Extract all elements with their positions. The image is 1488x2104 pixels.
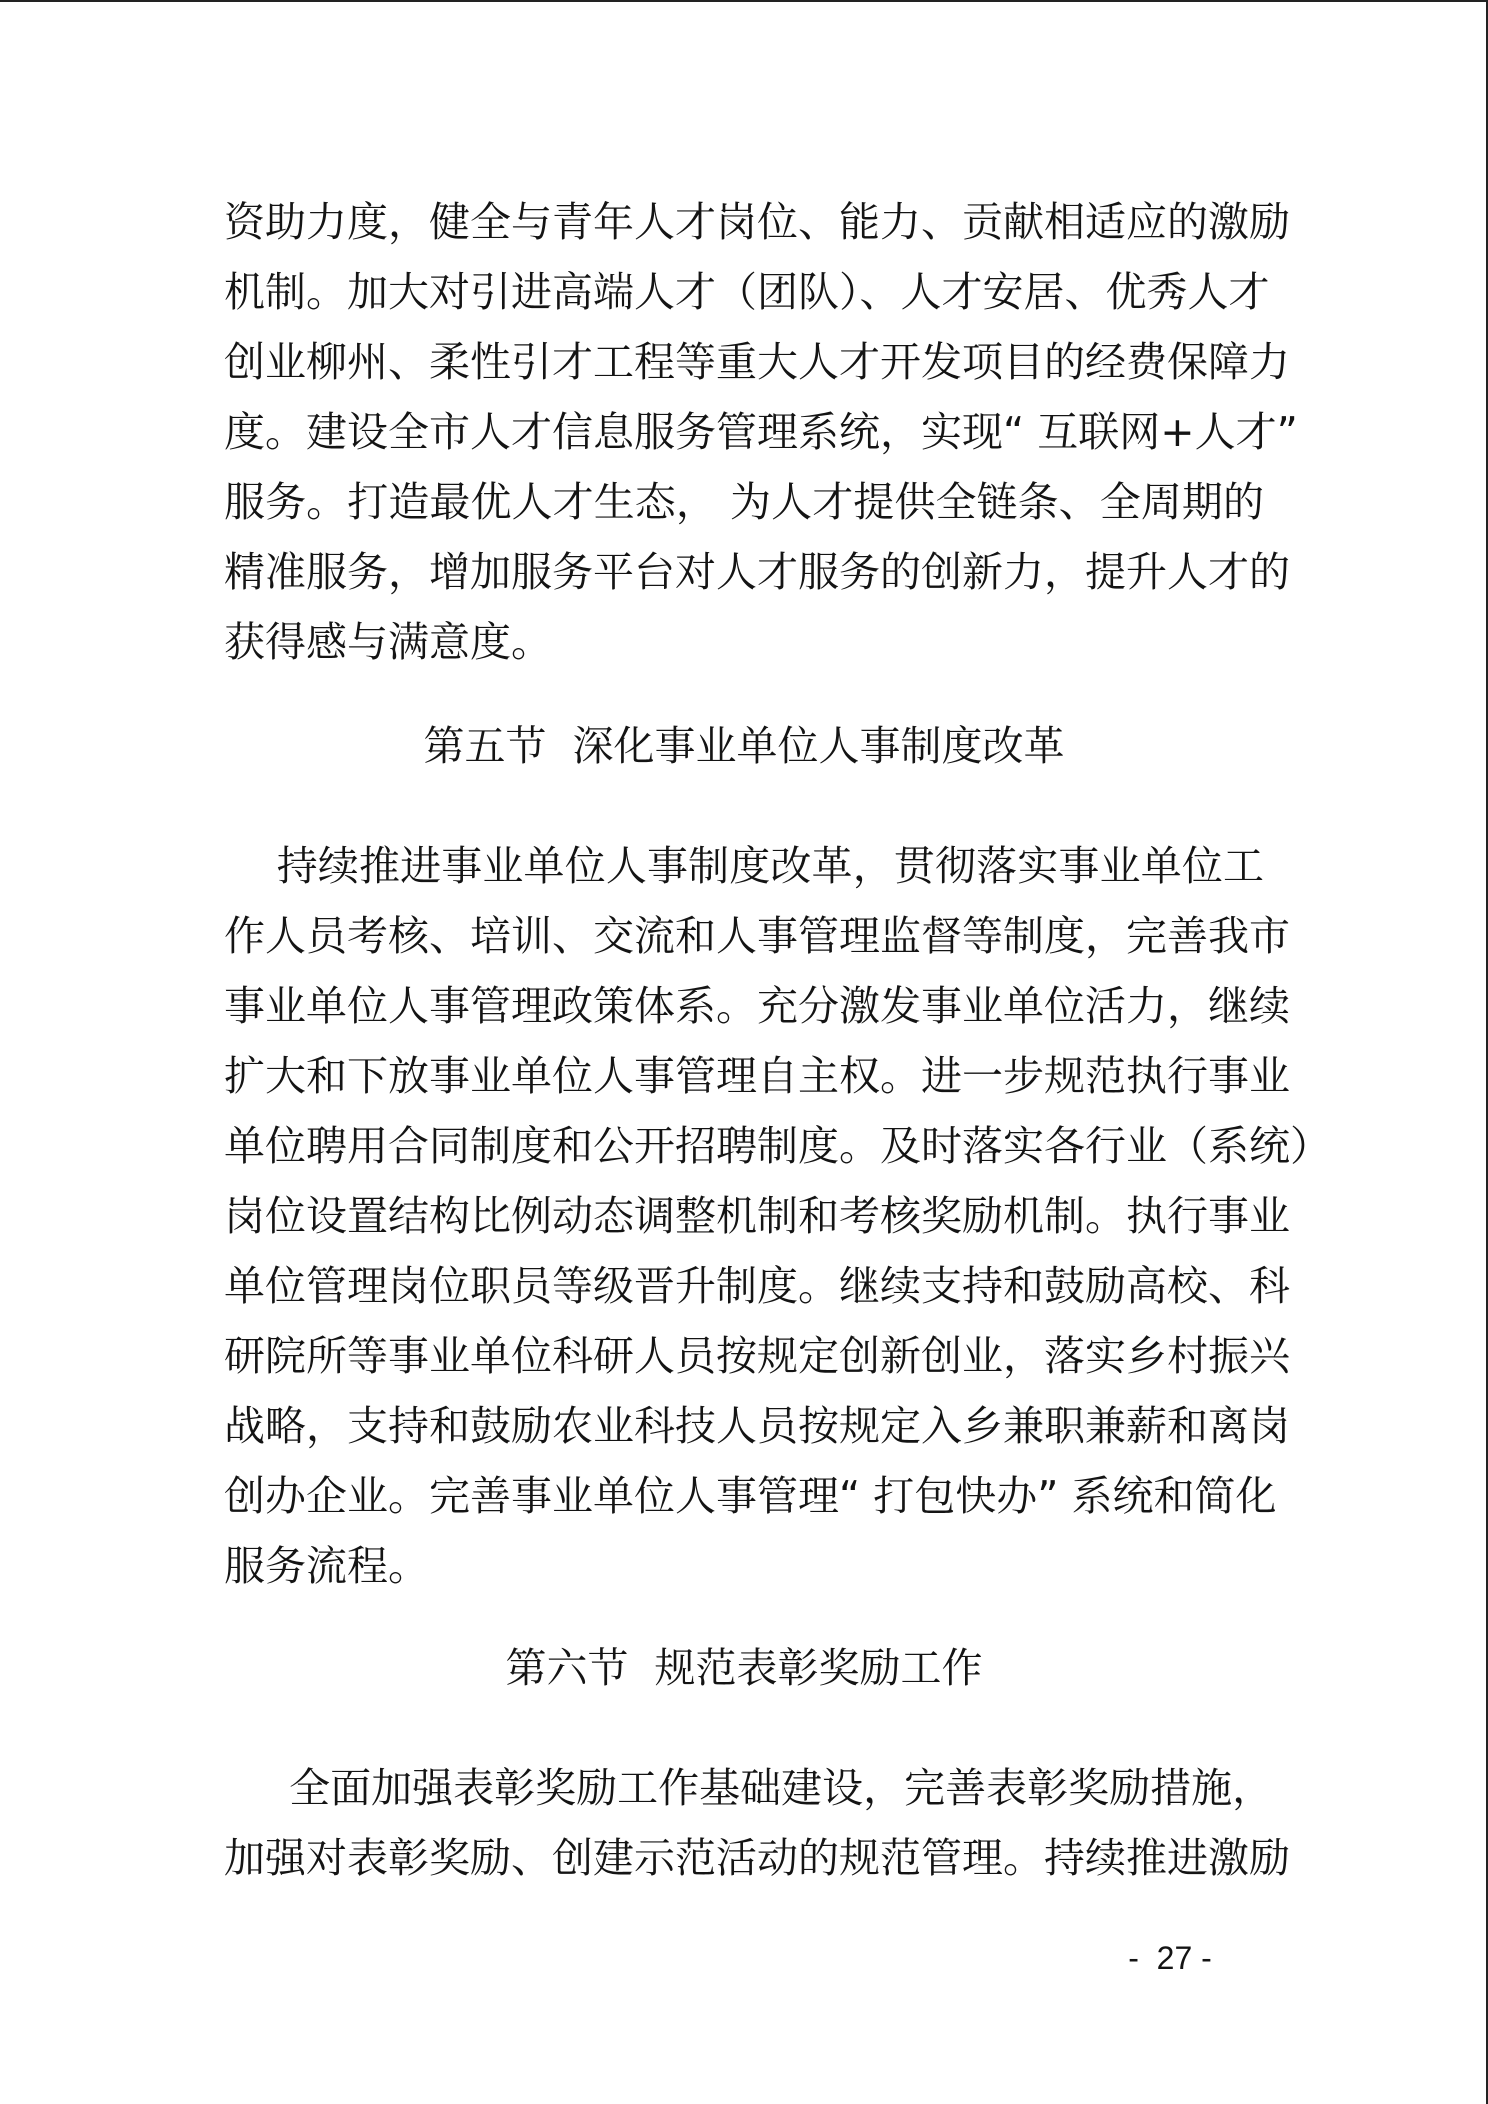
text-line: 研院所等事业单位科研人员按规定创新创业，落实乡村振兴	[224, 1332, 1290, 1380]
text-line: 加强对表彰奖励、创建示范活动的规范管理。持续推进激励	[224, 1834, 1290, 1882]
page-number: - 27 -	[1128, 1940, 1212, 1976]
text-line: 度。建设全市人才信息服务管理系统，实现“ 互联网+人才”	[224, 408, 1298, 456]
text-line: 持续推进事业单位人事制度改革，贯彻落实事业单位工	[224, 842, 1264, 890]
text-line: 精准服务，增加服务平台对人才服务的创新力，提升人才的	[224, 548, 1290, 596]
text-line: 单位管理岗位职员等级晋升制度。继续支持和鼓励高校、科	[224, 1262, 1290, 1310]
text-line: 创办企业。完善事业单位人事管理“ 打包快办” 系统和简化	[224, 1472, 1277, 1520]
text-line: 作人员考核、培训、交流和人事管理监督等制度，完善我市	[224, 912, 1290, 960]
text-line: 单位聘用合同制度和公开招聘制度。及时落实各行业（系统）	[224, 1122, 1331, 1170]
text-line: 服务。打造最优人才生态， 为人才提供全链条、全周期的	[224, 478, 1264, 526]
section-heading: 第五节 深化事业单位人事制度改革	[423, 722, 1065, 770]
text-line: 战略，支持和鼓励农业科技人员按规定入乡兼职兼薪和离岗	[224, 1402, 1290, 1450]
text-line: 创业柳州、柔性引才工程等重大人才开发项目的经费保障力	[224, 338, 1290, 386]
text-line: 全面加强表彰奖励工作基础建设，完善表彰奖励措施，	[224, 1764, 1274, 1812]
text-line: 扩大和下放事业单位人事管理自主权。进一步规范执行事业	[224, 1052, 1290, 1100]
text-line: 服务流程。	[224, 1542, 429, 1590]
page-border-top	[0, 0, 1488, 2]
text-line: 获得感与满意度。	[224, 618, 552, 666]
section-heading: 第六节 规范表彰奖励工作	[505, 1644, 983, 1692]
text-line: 岗位设置结构比例动态调整机制和考核奖励机制。执行事业	[224, 1192, 1290, 1240]
text-line: 机制。加大对引进高端人才（团队）、人才安居、优秀人才	[224, 268, 1270, 316]
text-line: 事业单位人事管理政策体系。充分激发事业单位活力，继续	[224, 982, 1290, 1030]
text-line: 资助力度，健全与青年人才岗位、能力、贡献相适应的激励	[224, 198, 1290, 246]
